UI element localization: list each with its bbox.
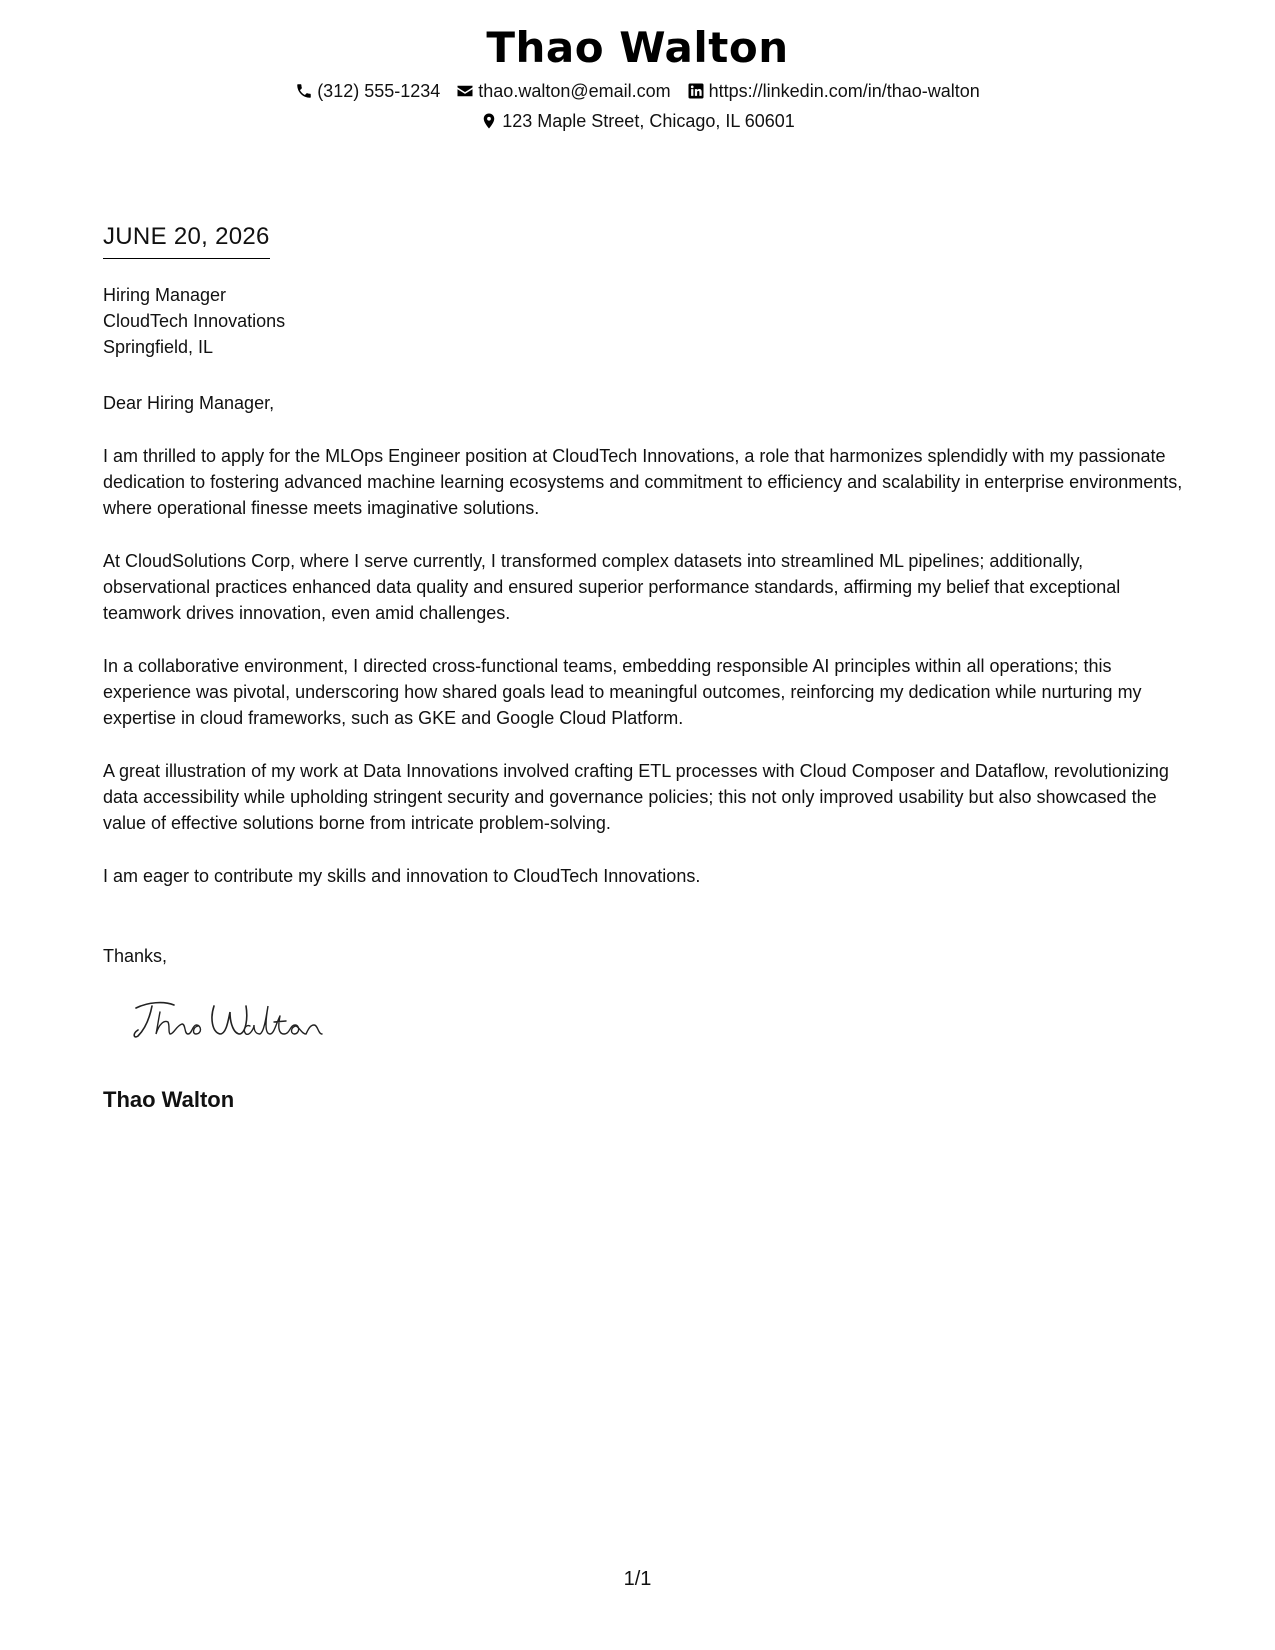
linkedin-text: https://linkedin.com/in/thao-walton — [708, 81, 980, 101]
phone-icon — [295, 82, 313, 100]
address-contact — [480, 108, 795, 134]
body-paragraph: A great illustration of my work at Data Innovations involved crafting ETL processes with Cloud Composer and Dataflow, revolutionizing data accessibility while upholding stringent security and governance policies; this not only improved usability but also showcased the value of effective solutions borne from intricate problem-solving. — [103, 761, 1169, 833]
applicant-name: Thao Walton — [486, 23, 789, 72]
letter-date: JUNE 20, 2026 — [103, 222, 270, 259]
phone-contact — [295, 78, 440, 104]
body-paragraph: In a collaborative environment, I directed cross-functional teams, embedding responsible AI principles within all operations; this experience was pivotal, underscoring how shared goals lead to meaningful outcomes, reinforcing my dedication while nurturing my expertise in cloud frameworks, such as GKE and Google Cloud Platform. — [103, 656, 1142, 728]
letter-header — [0, 22, 1275, 134]
body-paragraph: I am eager to contribute my skills and innovation to CloudTech Innovations. — [103, 866, 701, 886]
map-pin-icon — [480, 112, 498, 130]
date-block — [103, 222, 270, 259]
recipient-block — [103, 282, 285, 360]
recipient-company: CloudTech Innovations — [103, 311, 286, 331]
letter-body — [103, 390, 1183, 916]
body-paragraph: At CloudSolutions Corp, where I serve currently, I transformed complex datasets into streamlined ML pipelines; additionally, observational practices enhanced data quality and ensured superior performance standards, affirming my belief that exceptional teamwork drives innovation, even amid challenges. — [103, 551, 1121, 623]
email-contact — [456, 78, 670, 104]
envelope-icon — [456, 82, 474, 100]
email-text: thao.walton@email.com — [478, 81, 671, 101]
closing-line: Thanks, — [103, 946, 168, 966]
page-number: 1/1 — [623, 1568, 652, 1590]
salutation: Dear Hiring Manager, — [103, 393, 275, 413]
address-row — [0, 108, 1275, 134]
linkedin-contact — [687, 78, 980, 104]
signed-name: Thao Walton — [103, 1087, 235, 1112]
recipient-location: Springfield, IL — [103, 337, 214, 357]
contact-info-row — [0, 78, 1275, 104]
recipient-title: Hiring Manager — [103, 285, 227, 305]
body-paragraph: I am thrilled to apply for the MLOps Engineer position at CloudTech Innovations, a role that harmonizes splendidly with my passionate dedication to fostering advanced machine learning ecosystems and commitment to efficiency and scalability in enterprise environments, where operational finesse meets imaginative solutions. — [103, 446, 1183, 518]
address-text: 123 Maple Street, Chicago, IL 60601 — [502, 111, 795, 131]
linkedin-icon — [687, 82, 705, 100]
phone-text: (312) 555-1234 — [317, 81, 441, 101]
handwritten-signature — [130, 994, 340, 1044]
